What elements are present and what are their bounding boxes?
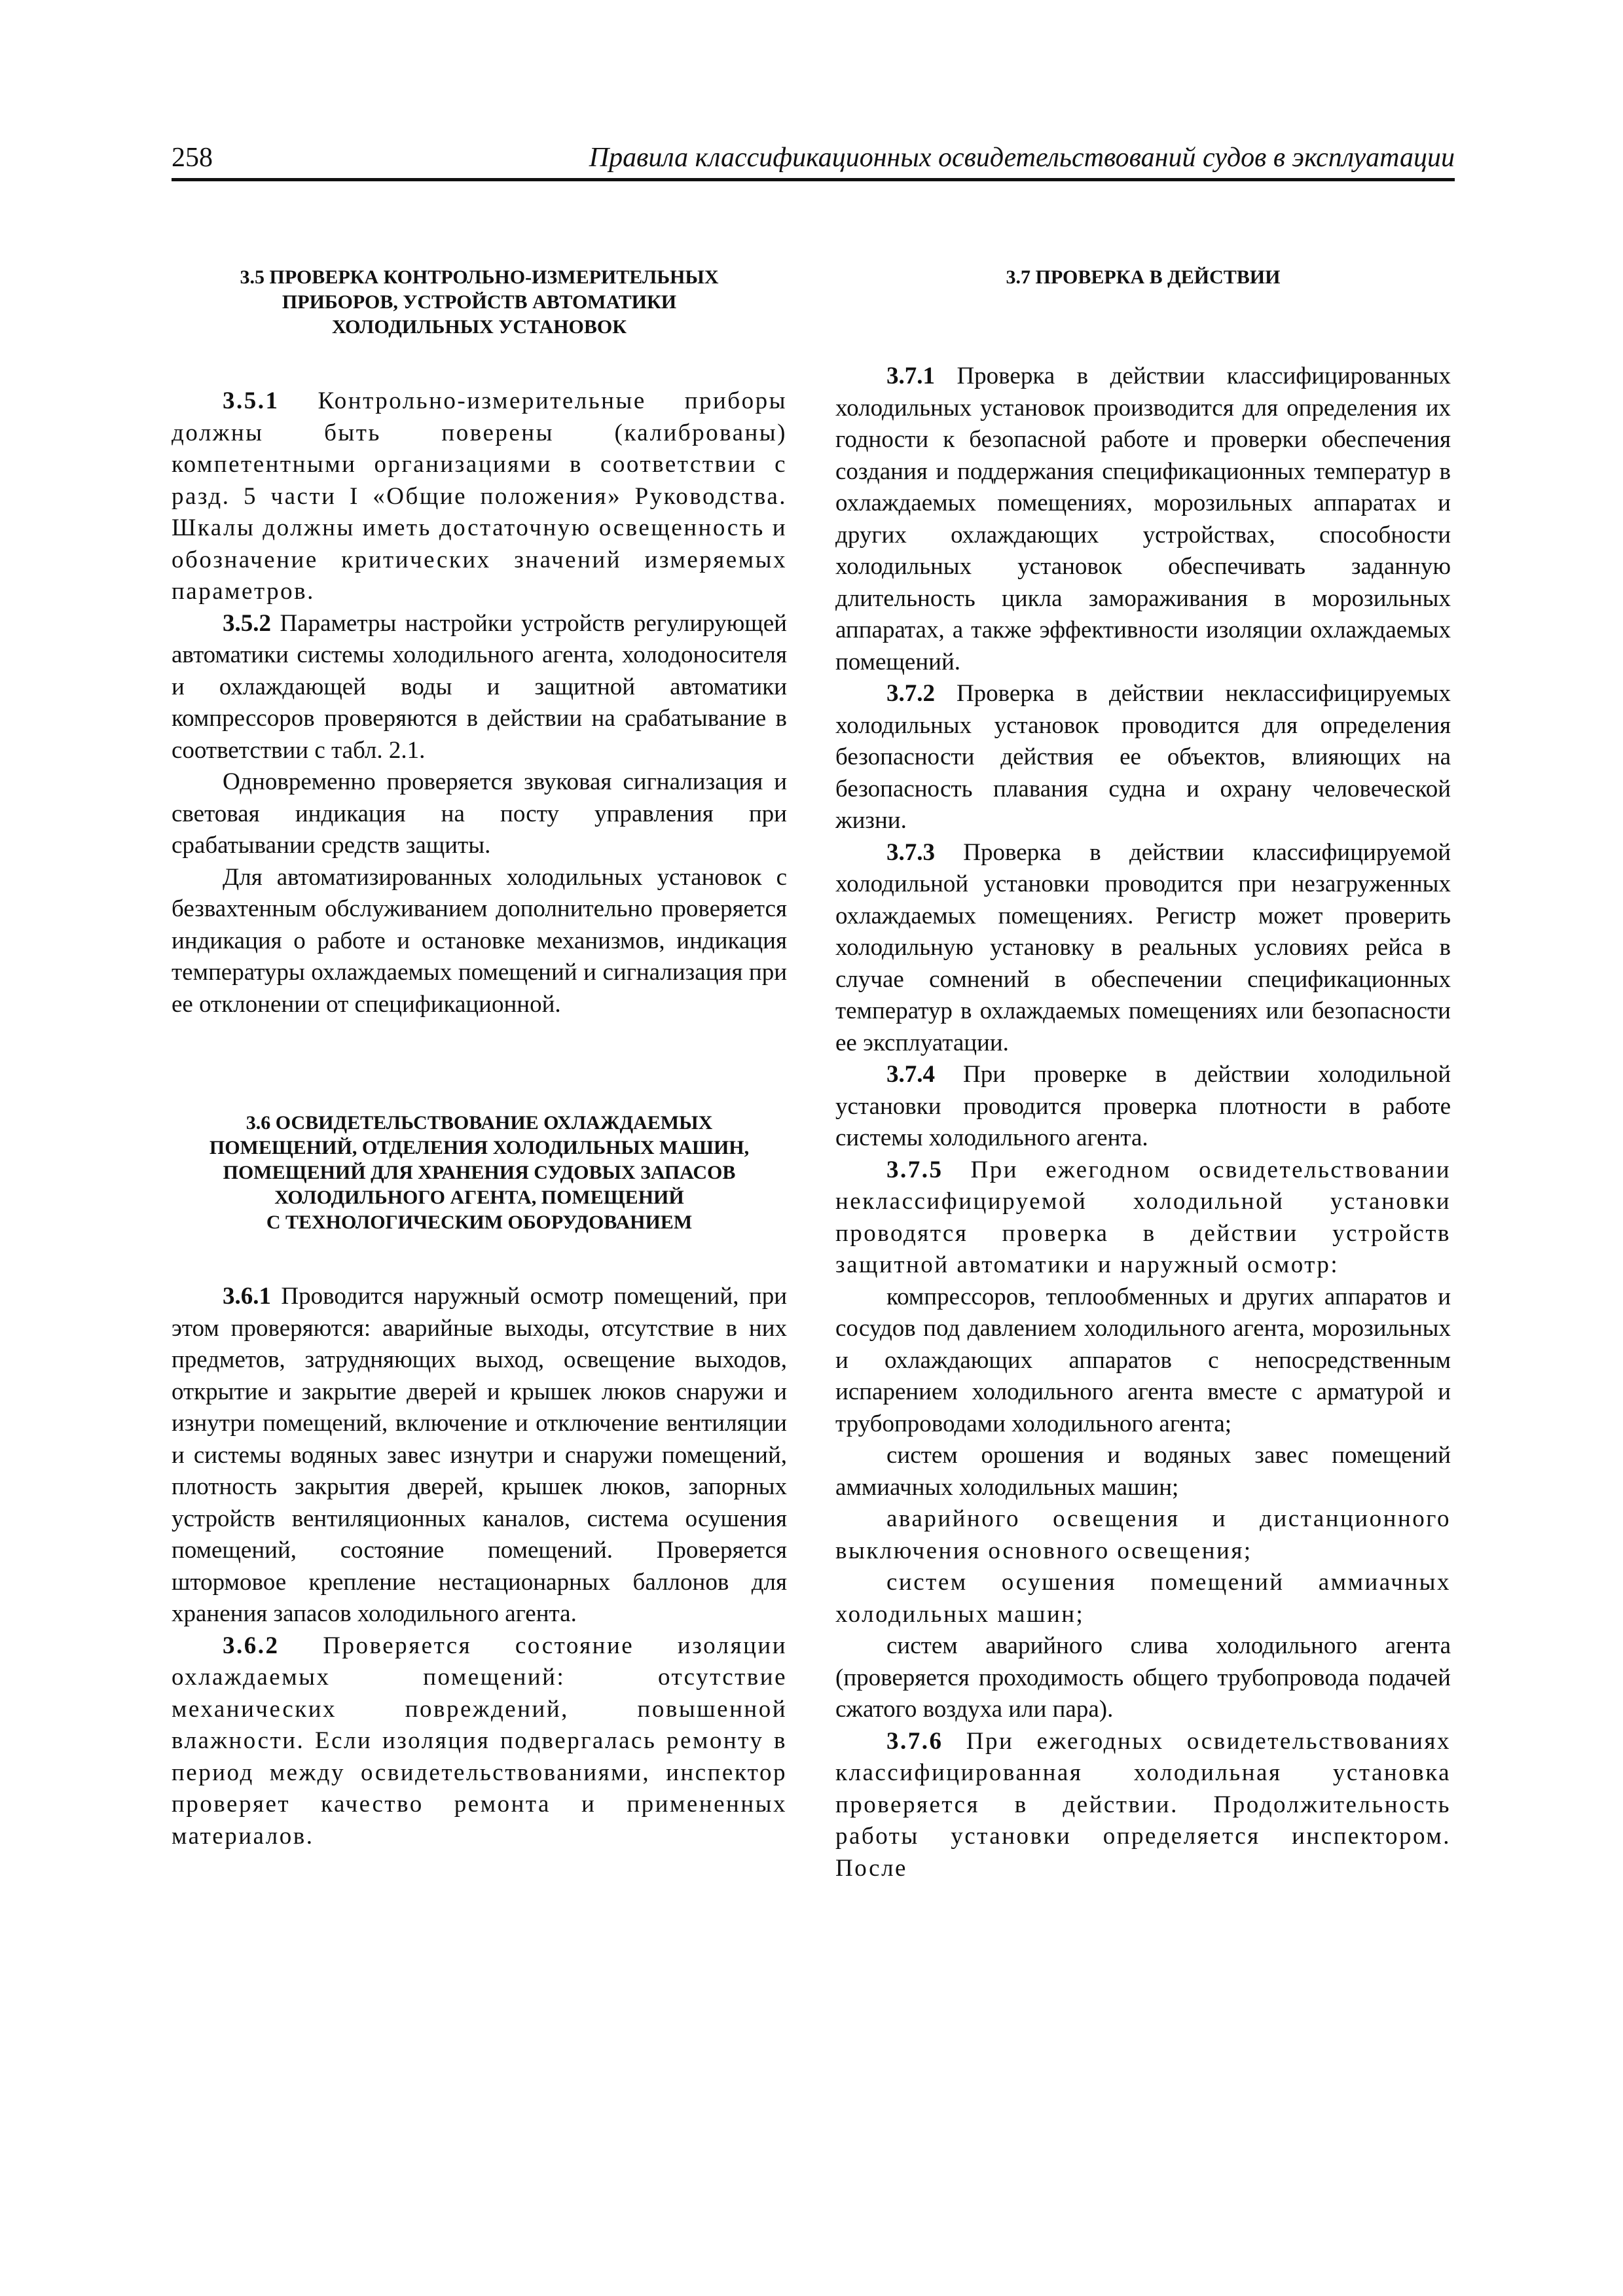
paragraph-3-6-2: 3.6.2 Проверяется состояние изоляции охлаждаемых помещений: отсутствие механических повреждений, повышенной влажности. Если изоляция подвергалась ремонту в период между освидетельствованиями, инспектор проверяет качество ремонта и примененных материалов.	[172, 1632, 787, 1850]
paragraph-3-7-4: 3.7.4 При проверке в действии холодильной установки проводится проверка плотности в работе системы холодильного агента.	[835, 1061, 1451, 1151]
paragraph-3-6-1: 3.6.1 Проводится наружный осмотр помещений, при этом проверяются: аварийные выходы, отсутствие в них предметов, затрудняющих выход, освещение выходов, открытие и закрытие дверей и крышек люков снаружи и изнутри помещений, включение и отключение вентиляции и системы водяных завес изнутри и снаружи помещений, плотность закрытия дверей, крышек люков, запорных устройств вентиляционных каналов, система осушения помещений, состояние помещений. Проверяется штормовое крепление нестационарных баллонов для хранения запасов холодильного агента.	[172, 1283, 787, 1627]
paragraph-3-5-2-automated: Для автоматизированных холодильных установок с безвахтенным обслуживанием дополнительно проверяется индикация о работе и остановке механизмов, индикация температуры охлаждаемых помещений и сигнализация при ее отклонении от спецификационной.	[172, 863, 787, 1018]
list-item-irrigation: систем орошения и водяных завес помещений аммиачных холодильных машин;	[835, 1442, 1451, 1501]
paragraph-3-5-2-signal: Одновременно проверяется звуковая сигнализация и световая индикация на посту управления при срабатывании средств защиты.	[172, 768, 787, 859]
section-3-5-heading: 3.5 ПРОВЕРКА КОНТРОЛЬНО-ИЗМЕРИТЕЛЬНЫХ ПРИБОРОВ, УСТРОЙСТВ АВТОМАТИКИ ХОЛОДИЛЬНЫХ УСТАНОВОК	[240, 266, 719, 338]
left-column	[172, 265, 787, 1852]
paragraph-3-7-3: 3.7.3 Проверка в действии классифицируемой холодильной установки проводится при незагруженных охлаждаемых помещениях. Регистр может проверить холодильную установку в реальных условиях рейса в случае сомнений в обеспечении спецификационных температур в охлаждаемых помещениях или безопасности ее эксплуатации.	[835, 838, 1451, 1056]
page-number: 258	[172, 143, 213, 173]
running-title: Правила классификационных освидетельствований судов в эксплуатации	[589, 143, 1455, 173]
paragraph-3-5-2: 3.5.2 Параметры настройки устройств регулирующей автоматики системы холодильного агента, холодоносителя и охлаждающей воды и защитной автоматики компрессоров проверяются в действии на срабатывание в соответствии с табл. 2.1.	[172, 609, 787, 764]
section-3-6-heading: 3.6 ОСВИДЕТЕЛЬСТВОВАНИЕ ОХЛАЖДАЕМЫХ ПОМЕЩЕНИЙ, ОТДЕЛЕНИЯ ХОЛОДИЛЬНЫХ МАШИН, ПОМЕЩЕНИЙ ДЛЯ ХРАНЕНИЯ СУДОВЫХ ЗАПАСОВ ХОЛОДИЛЬНОГО АГЕНТА, ПОМЕЩЕНИЙ С ТЕХНОЛОГИЧЕСКИМ ОБОРУДОВАНИЕМ	[209, 1112, 750, 1233]
paragraph-3-7-1: 3.7.1 Проверка в действии классифицированных холодильных установок производится для определения их годности к безопасной работе и проверки обеспечения создания и поддержания спецификационных температур в охлаждаемых помещениях, морозильных аппаратах и других охлаждающих устройствах, способности холодильных установок обеспечивать заданную длительность цикла замораживания в морозильных аппаратах, а также эффективности изоляции охлаждаемых помещений.	[835, 363, 1451, 675]
paragraph-3-7-6: 3.7.6 При ежегодных освидетельствованиях классифицированная холодильная установка проверяется в действии. Продолжительность работы установки определяется инспектором. После	[835, 1727, 1451, 1882]
list-item-emergency-lighting: аварийного освещения и дистанционного выключения основного освещения;	[835, 1505, 1451, 1564]
paragraph-3-7-5: 3.7.5 При ежегодном освидетельствовании неклассифицируемой холодильной установки проводятся проверка в действии устройств защитной автоматики и наружный осмотр:	[835, 1156, 1451, 1278]
paragraph-3-7-2: 3.7.2 Проверка в действии неклассифицируемых холодильных установок проводится для определения безопасности действия ее объектов, влияющих на безопасность плавания судна и охрану человеческой жизни.	[835, 680, 1451, 834]
section-3-7-heading: 3.7 ПРОВЕРКА В ДЕЙСТВИИ	[1006, 266, 1281, 288]
list-item-compressors: компрессоров, теплообменных и других аппаратов и сосудов под давлением холодильного агента, морозильных и охлаждающих аппаратов с непосредственным испарением холодильного агента вместе с арматурой и трубопроводами холодильного агента;	[835, 1283, 1451, 1437]
list-item-emergency-drain: систем аварийного слива холодильного агента (проверяется проходимость общего трубопровода подачей сжатого воздуха или пара).	[835, 1632, 1451, 1723]
right-column	[835, 265, 1451, 1884]
page-header	[172, 136, 1455, 177]
list-item-drainage: систем осушения помещений аммиачных холодильных машин;	[835, 1569, 1451, 1628]
header-rule	[172, 178, 1455, 181]
paragraph-3-5-1: 3.5.1 Контрольно-измерительные приборы должны быть поверены (калиброваны) компетентными организациями в соответствии с разд. 5 части I «Общие положения» Руководства. Шкалы должны иметь достаточную освещенность и обозначение критических значений измеряемых параметров.	[172, 387, 787, 605]
